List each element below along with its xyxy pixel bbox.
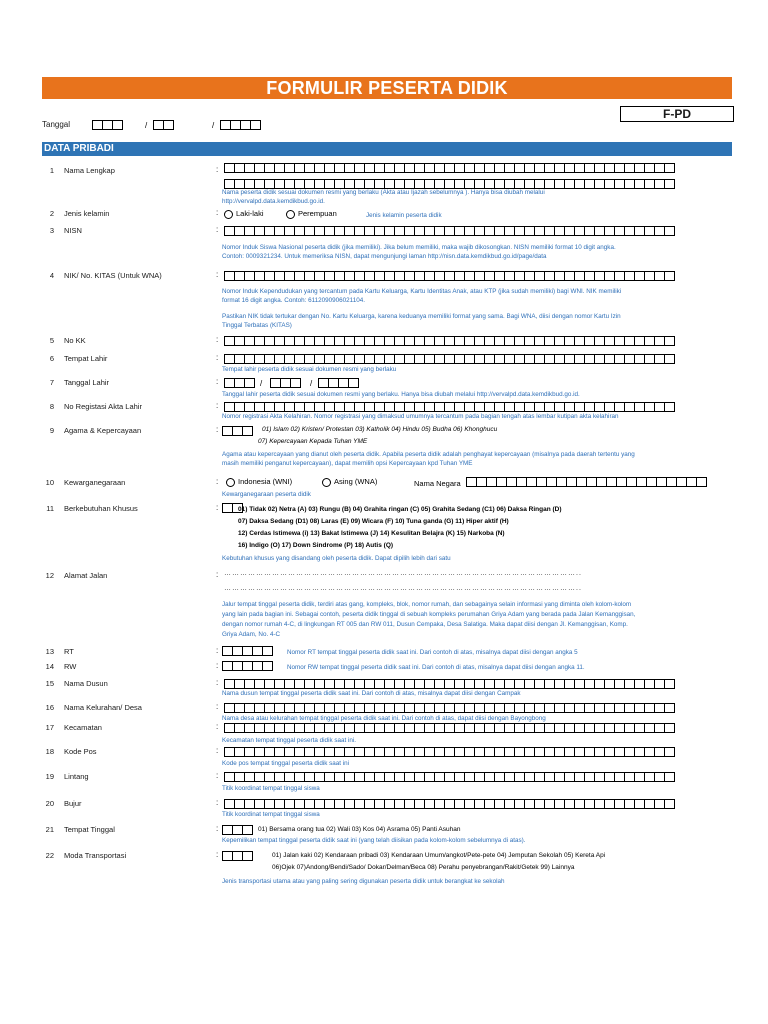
address-line-2[interactable]: …………………………………………………………………………………………………………………….. <box>224 585 582 592</box>
village-hint: Nama desa atau kelurahan tempat tinggal peserta didik saat ini. Dari contoh di atas, dapat diisi dengan Bayongbong <box>222 715 546 722</box>
input-boxes[interactable] <box>224 226 674 236</box>
input-boxes[interactable] <box>224 354 674 364</box>
field-label: Tanggal Lahir <box>64 378 110 387</box>
birth-year-boxes[interactable] <box>318 378 358 388</box>
religion-hint-2: masih memiliki penganut kepercayaan), dapat memilih opsi Kepercayaan kpd Tuhan YME <box>222 460 473 467</box>
field-label: NISN <box>64 226 82 235</box>
colon: : <box>216 702 219 711</box>
field-label: Agama & Kepercayaan <box>64 426 142 435</box>
field-number: 2 <box>49 209 54 218</box>
nik-hint-3: Pastikan NIK tidak tertukar dengan No. Kartu Keluarga, karena keduanya memiliki format yang sama. Bagi WNA, diisi dengan nomor Kartu Izin <box>222 313 621 320</box>
field-number: 12 <box>45 571 54 580</box>
special-needs-options: 01) Tidak 02) Netra (A) 03) Rungu (B) 04) Grahita ringan (C) 05) Grahita Sedang (C1) 06) Daksa Ringan (D) <box>238 506 562 513</box>
date-row <box>42 120 70 129</box>
citizenship-wni-option[interactable] <box>226 477 292 487</box>
field-number: 9 <box>49 426 54 435</box>
nik-hint-4: Tinggal Terbatas (KITAS) <box>222 322 292 329</box>
field-label: Lintang <box>64 772 89 781</box>
latitude-hint: Titik koordinat tempat tinggal siswa <box>222 785 320 792</box>
section-title: DATA PRIBADI <box>42 142 732 156</box>
field-label: NIK/ No. KITAS (Untuk WNA) <box>64 271 162 280</box>
rw-boxes[interactable] <box>222 661 272 671</box>
colon: : <box>216 722 219 731</box>
residence-options: 01) Bersama orang tua 02) Wali 03) Kos 04) Asrama 05) Panti Asuhan <box>258 826 461 833</box>
postal-hint: Kode pos tempat tinggal peserta didik saat ini <box>222 760 350 767</box>
radio-icon[interactable] <box>226 478 235 487</box>
special-needs-options-4: 16) Indigo (O) 17) Down Sindrome (P) 18) Autis (Q) <box>238 542 394 549</box>
field-number: 11 <box>46 504 54 513</box>
field-number: 4 <box>49 271 54 280</box>
colon: : <box>216 353 219 362</box>
field-number: 5 <box>49 336 54 345</box>
date-sep: / <box>310 379 313 388</box>
longitude-hint: Titik koordinat tempat tinggal siswa <box>222 811 320 818</box>
country-name-label: Nama Negara <box>414 479 461 488</box>
religion-hint: Agama atau kepercayaan yang dianut oleh peserta didik. Apabila peserta didik adalah penghayat kepercayaan (misalnya pada daerah tertentu yang <box>222 451 635 458</box>
field-label: Tempat Lahir <box>64 354 108 363</box>
rt-boxes[interactable] <box>222 646 272 656</box>
gender-female-option[interactable] <box>286 209 337 219</box>
special-needs-hint: Kebutuhan khusus yang disandang oleh peserta didik. Dapat dipilih lebih dari satu <box>222 555 451 562</box>
birthplace-hint: Tempat lahir peserta didik sesuai dokumen resmi yang berlaku <box>222 366 397 373</box>
wna-label: Asing (WNA) <box>334 477 378 486</box>
field-number: 13 <box>45 647 54 656</box>
field-label: No KK <box>64 336 86 345</box>
colon: : <box>216 798 219 807</box>
field-label: Jenis kelamin <box>64 209 110 218</box>
field-label: Berkebutuhan Khusus <box>64 504 138 513</box>
residence-hint: Kepemilikan tempat tinggal peserta didik saat ini (yang telah diisikan pada kolom-kolom sebelumnya di atas). <box>222 837 526 844</box>
colon: : <box>216 270 219 279</box>
field-label: RT <box>64 647 74 656</box>
field-label: RW <box>64 662 77 671</box>
field-label: Kode Pos <box>64 747 97 756</box>
field-number: 14 <box>45 662 54 671</box>
input-boxes[interactable] <box>224 271 674 281</box>
colon: : <box>216 678 219 687</box>
citizenship-wna-option[interactable] <box>322 477 377 487</box>
gender-hint: Jenis kelamin peserta didik <box>366 212 442 219</box>
field-label: Kewarganegaraan <box>64 478 126 487</box>
wni-label: Indonesia (WNI) <box>238 477 293 486</box>
colon: : <box>216 646 219 655</box>
date-label: Tanggal <box>42 120 71 129</box>
address-hint: Jalur tempat tinggal peserta didik, terdiri atas gang, kompleks, blok, nomor rumah, dan sebagainya selain informasi yang diminta oleh kolom-kolom <box>222 601 632 608</box>
field-number: 20 <box>45 799 54 808</box>
transport-options-2: 06)Ojek 07)Andong/Bendi/Sado/ Dokar/Delman/Beca 08) Perahu penyebrangan/Rakit/Getek 99) Lainnya <box>272 864 575 871</box>
birth-cert-hint: Nomor registrasi Akta Kelahiran. Nomor registrasi yang dimaksud umumnya tercantum pada bagian tengah atas lembar kutipan akta kelahiran <box>222 413 619 420</box>
country-boxes[interactable] <box>466 477 706 487</box>
transport-options: 01) Jalan kaki 02) Kendaraan pribadi 03) Kendaraan Umum/angkot/Pete-pete 04) Jemputan Sekolah 05) Kereta Api <box>272 852 606 859</box>
district-hint: Kecamatan tempat tinggal peserta didik saat ini. <box>222 737 357 744</box>
date-year-boxes[interactable] <box>220 120 260 130</box>
radio-icon[interactable] <box>286 210 295 219</box>
field-label: Tempat Tinggal <box>64 825 115 834</box>
religion-options-2: 07) Kepercayaan Kepada Tuhan YME <box>258 438 368 445</box>
transport-hint: Jenis transportasi utama atau yang paling sering digunakan peserta didik untuk berangkat ke sekolah <box>222 878 505 885</box>
field-label: Bujur <box>64 799 82 808</box>
colon: : <box>216 824 219 833</box>
colon: : <box>216 225 219 234</box>
colon: : <box>216 208 219 217</box>
input-boxes[interactable] <box>224 723 674 733</box>
colon: : <box>216 165 219 174</box>
field-label: Nama Kelurahan/ Desa <box>64 703 142 712</box>
field-label: Kecamatan <box>64 723 102 732</box>
address-line-1[interactable]: …………………………………………………………………………………………………………………….. <box>224 570 582 577</box>
field-label: Alamat Jalan <box>64 571 108 580</box>
address-hint-2: yang lain pada bagian ini. Sebagai contoh, peserta didik tinggal di sebuah kompleks perumahan Griya Adam yang berada pada Jalan Kemanggisan, <box>222 611 636 618</box>
field-number: 8 <box>49 402 54 411</box>
field-label: Moda Transportasi <box>64 851 127 860</box>
citizenship-hint: Kewarganegaraan peserta didik <box>222 491 311 498</box>
colon: : <box>216 477 219 486</box>
colon: : <box>216 335 219 344</box>
religion-options: 01) Islam 02) Kristen/ Protestan 03) Katholik 04) Hindu 05) Budha 06) Khonghucu <box>262 426 498 433</box>
birthdate-hint: Tanggal lahir peserta didik sesuai dokumen resmi yang berlaku. Hanya bisa diubah melalui http://vervalpd.data.kemdikbud.go.id. <box>222 391 580 398</box>
input-boxes[interactable] <box>224 703 674 713</box>
input-boxes[interactable] <box>224 772 674 782</box>
address-hint-3: dengan nomor rumah 4-C, di lingkungan RT 005 dan RW 011, Dusun Cempaka, Desa Salatiga. Maka dapat diisi dengan Jl. Kemanggisan, Komp. <box>222 621 628 628</box>
field-number: 10 <box>45 478 54 487</box>
gender-female-label: Perempuan <box>298 209 337 218</box>
field-number: 18 <box>45 747 54 756</box>
date-sep: / <box>260 379 263 388</box>
form-code: F-PD <box>620 106 734 122</box>
date-day-boxes[interactable] <box>92 120 122 130</box>
radio-icon[interactable] <box>224 210 233 219</box>
name-hint: Nama peserta didik sesuai dokumen resmi yang berlaku (Akta atau Ijazah sebelumnya ). Hanya bisa diubah melalui <box>222 189 545 196</box>
rw-hint: Nomor RW tempat tinggal peserta didik saat ini. Dari contoh di atas, misalnya dapat diisi dengan angka 11. <box>287 664 585 671</box>
input-boxes[interactable] <box>224 402 674 412</box>
input-boxes[interactable] <box>224 799 674 809</box>
input-boxes[interactable] <box>224 336 674 346</box>
field-number: 3 <box>49 226 54 235</box>
field-number: 19 <box>45 772 54 781</box>
birth-month-boxes[interactable] <box>270 378 300 388</box>
rt-hint: Nomor RT tempat tinggal peserta didik saat ini. Dari contoh di atas, misalnya dapat diisi dengan angka 5 <box>287 649 578 656</box>
date-sep: / <box>212 121 215 130</box>
field-number: 15 <box>45 679 54 688</box>
name-hint-link: http://vervalpd.data.kemdikbud.go.id. <box>222 198 325 205</box>
special-needs-options-3: 12) Cerdas Istimewa (i) 13) Bakat Istimewa (J) 14) Kesulitan Belajra (K) 15) Narkoba (N) <box>238 530 505 537</box>
dusun-hint: Nama dusun tempat tinggal peserta didik saat ini. Dari contoh di atas, misalnya dapat diisi dengan Campak <box>222 690 521 697</box>
special-needs-options-2: 07) Daksa Sedang (D1) 08) Laras (E) 09) Wicara (F) 10) Tuna ganda (G) 11) Hiper aktif (H) <box>238 518 509 525</box>
field-number: 6 <box>49 354 54 363</box>
gender-male-option[interactable] <box>224 209 264 219</box>
address-hint-4: Griya Adam, No. 4-C <box>222 631 281 638</box>
input-boxes[interactable] <box>224 163 674 173</box>
colon: : <box>216 377 219 386</box>
colon: : <box>216 570 219 579</box>
nik-hint-2: format 16 digit angka. Contoh: 6112090906021104. <box>222 297 365 304</box>
colon: : <box>216 661 219 670</box>
birth-day-boxes[interactable] <box>224 378 254 388</box>
field-number: 17 <box>45 723 54 732</box>
gender-male-label: Laki-laki <box>236 209 264 218</box>
religion-boxes[interactable] <box>222 426 252 436</box>
input-boxes[interactable] <box>224 679 674 689</box>
colon: : <box>216 850 219 859</box>
form-title: FORMULIR PESERTA DIDIK <box>42 77 732 99</box>
field-number: 22 <box>45 851 54 860</box>
transport-boxes[interactable] <box>222 851 252 861</box>
field-number: 16 <box>45 703 54 712</box>
colon: : <box>216 746 219 755</box>
input-boxes[interactable] <box>224 747 674 757</box>
nisn-hint: Nomor Induk Siswa Nasional peserta didik (jika memiliki). Jika belum memiliki, maka wajib dikosongkan. NISN memiliki format 10 digit angka. <box>222 244 616 251</box>
field-number: 1 <box>49 166 54 175</box>
field-number: 7 <box>49 378 54 387</box>
field-number: 21 <box>45 825 54 834</box>
field-label: No Registasi Akta Lahir <box>64 402 142 411</box>
field-label: Nama Dusun <box>64 679 108 688</box>
date-sep: / <box>145 121 148 130</box>
date-month-boxes[interactable] <box>153 120 173 130</box>
field-label: Nama Lengkap <box>64 166 115 175</box>
nisn-hint-2: Contoh: 0009321234. Untuk memeriksa NISN, dapat mengunjungi laman http://nisn.data.kemdikbud.go.id/page/data <box>222 253 547 260</box>
nik-hint: Nomor Induk Kependudukan yang tercantum pada Kartu Keluarga, Kartu Identitas Anak, atau KTP (jika sudah memiliki) bagi WNI. NIK memiliki <box>222 288 622 295</box>
colon: : <box>216 401 219 410</box>
colon: : <box>216 771 219 780</box>
colon: : <box>216 503 219 512</box>
radio-icon[interactable] <box>322 478 331 487</box>
colon: : <box>216 425 219 434</box>
residence-boxes[interactable] <box>222 825 252 835</box>
